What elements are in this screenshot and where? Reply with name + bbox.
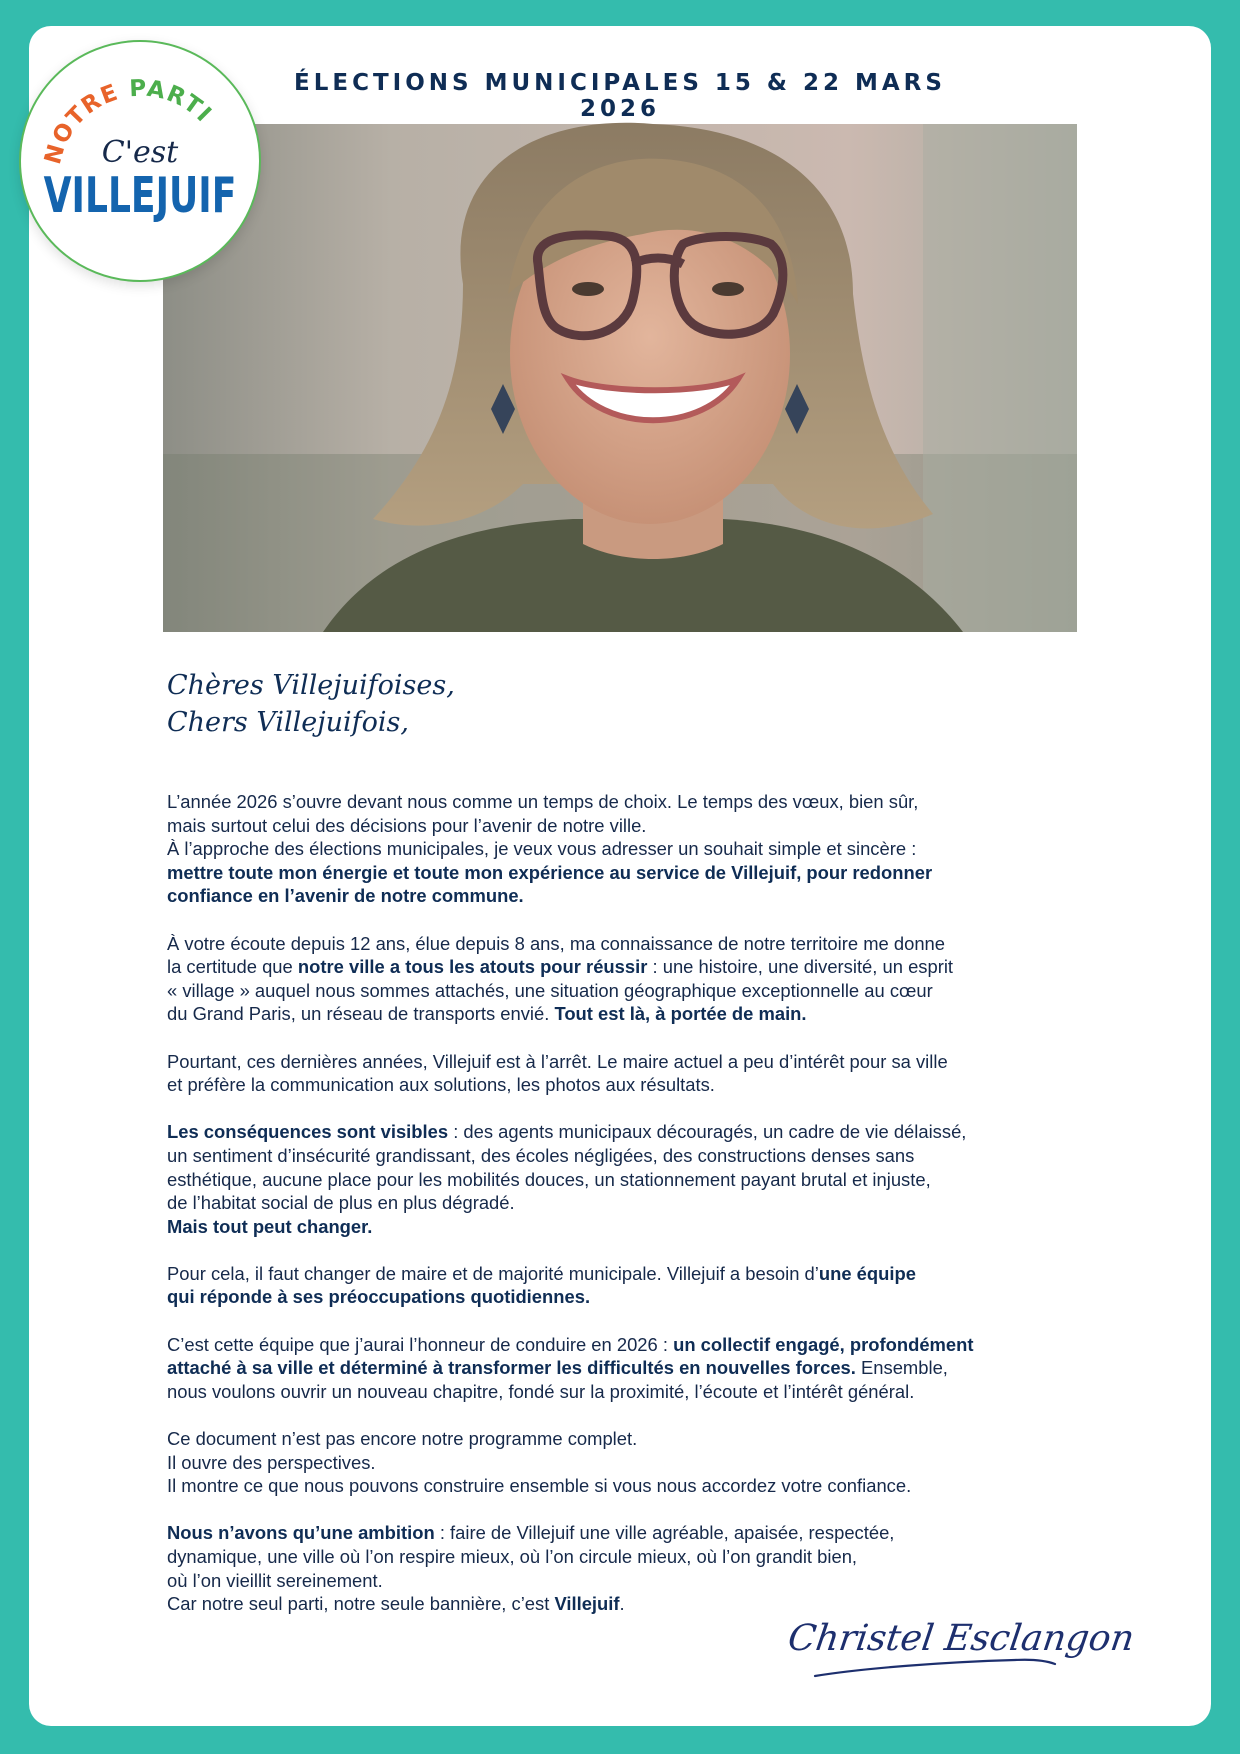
text-line: Il montre ce que nous pouvons construire ensemble si vous nous accordez votre confiance. (167, 1475, 912, 1497)
text-run: : faire de Villejuif une ville agréable, apaisée, respectée, (434, 1522, 895, 1544)
text-line: Ce document n’est pas encore notre programme complet. (167, 1428, 638, 1450)
text-line: et préfère la communication aux solutions, les photos aux résultats. (167, 1074, 715, 1096)
paragraph-team (167, 1333, 1087, 1404)
candidate-photo (163, 124, 1077, 632)
text-line: dynamique, une ville où l’on respire mieux, où l’on circule mieux, où l’on grandit bien, (167, 1546, 858, 1567)
text-line (167, 1333, 1087, 1357)
svg-text:C'est: C'est (101, 135, 179, 170)
text-line: Pourtant, ces dernières années, Villejuif est à l’arrêt. Le maire actuel a peu d’intérêt pour sa ville (167, 1050, 948, 1072)
letter-body (167, 790, 1087, 1639)
paragraph-document (167, 1427, 1087, 1498)
text-run: : des agents municipaux découragés, un cadre de vie délaissé, (448, 1121, 967, 1143)
text-line-bold: mettre toute mon énergie et toute mon expérience au service de Villejuif, pour redonner (167, 861, 933, 883)
salutation (167, 667, 667, 741)
svg-text:Christel Esclangon: Christel Esclangon (785, 1616, 1138, 1659)
portrait-photo-icon (163, 124, 1077, 632)
logo-artwork (21, 42, 259, 280)
text-line-bold: confiance en l’avenir de notre commune. (167, 885, 524, 907)
signature-icon (785, 1606, 1138, 1684)
text-line (167, 955, 1087, 979)
svg-text:VILLEJUIF: VILLEJUIF (43, 167, 237, 225)
text-run-bold: Villejuif (554, 1593, 620, 1615)
party-logo (19, 40, 261, 282)
paragraph-change (167, 1262, 1087, 1309)
text-run-bold: attaché à sa ville et déterminé à transformer les difficultés en nouvelles forces. (167, 1357, 856, 1379)
text-line-bold: qui réponde à ses préoccupations quotidiennes. (167, 1286, 591, 1308)
text-line: À l’approche des élections municipales, je veux vous adresser un souhait simple et sincère : (167, 838, 917, 860)
salutation-line-1: Chères Villejuifoises, (167, 670, 455, 701)
text-line (167, 1521, 1087, 1545)
text-run: du Grand Paris, un réseau de transports envié. (167, 1003, 555, 1025)
text-run-bold: Les conséquences sont visibles (167, 1121, 449, 1143)
text-line: À votre écoute depuis 12 ans, élue depuis 8 ans, ma connaissance de notre territoire me donne (167, 932, 946, 954)
text-run-bold: notre ville a tous les atouts pour réussir (297, 956, 648, 978)
text-run: . (619, 1593, 625, 1615)
text-run: Car notre seul parti, notre seule bannière, c’est (167, 1593, 555, 1615)
text-run: : une histoire, une diversité, un esprit (647, 956, 954, 978)
paragraph-consequences (167, 1120, 1087, 1238)
paragraph-critique (167, 1050, 1087, 1097)
text-run-bold: Nous n’avons qu’une ambition (167, 1522, 435, 1544)
text-line: esthétique, aucune place pour les mobilités douces, un stationnement payant brutal et injuste, (167, 1168, 931, 1190)
text-run: la certitude que (167, 956, 298, 978)
text-line: de l’habitat social de plus en plus dégradé. (167, 1192, 515, 1214)
text-run-bold: une équipe (818, 1262, 916, 1284)
text-line (167, 1002, 1087, 1026)
election-headline: ÉLECTIONS MUNICIPALES 15 & 22 MARS 2026 (294, 70, 946, 122)
salutation-line-2: Chers Villejuifois, (167, 707, 409, 738)
text-run: C’est cette équipe que j’aurai l’honneur de conduire en 2026 : (167, 1333, 674, 1355)
text-line: mais surtout celui des décisions pour l’avenir de notre ville. (167, 814, 647, 836)
text-line-bold: Mais tout peut changer. (167, 1215, 373, 1237)
paragraph-intro (167, 790, 1087, 908)
text-run-bold: un collectif engagé, profondément (673, 1333, 974, 1355)
text-line: L’année 2026 s’ouvre devant nous comme un temps de choix. Le temps des vœux, bien sûr, (167, 791, 919, 812)
text-line: « village » auquel nous sommes attachés, une situation géographique exceptionnelle au cœur (167, 979, 933, 1001)
text-line (167, 1356, 1087, 1380)
svg-text:NOTRE PARTI: NOTRE PARTI (40, 75, 217, 168)
text-run-bold: Tout est là, à portée de main. (554, 1003, 807, 1025)
text-line: un sentiment d’insécurité grandissant, des écoles négligées, des constructions denses sans (167, 1144, 915, 1166)
paragraph-experience (167, 932, 1087, 1026)
signature (785, 1606, 1138, 1684)
text-run: Pour cela, il faut changer de maire et de majorité municipale. Villejuif a besoin d’ (167, 1262, 819, 1284)
text-line: nous voulons ouvrir un nouveau chapitre, fondé sur la proximité, l’écoute et l’intérêt général. (167, 1380, 915, 1402)
text-line (167, 1262, 1087, 1286)
text-run: Ensemble, (855, 1357, 948, 1379)
text-line (167, 1120, 1087, 1144)
text-line: Il ouvre des perspectives. (167, 1451, 376, 1473)
text-line: où l’on vieillit sereinement. (167, 1569, 383, 1591)
paragraph-ambition (167, 1521, 1087, 1615)
